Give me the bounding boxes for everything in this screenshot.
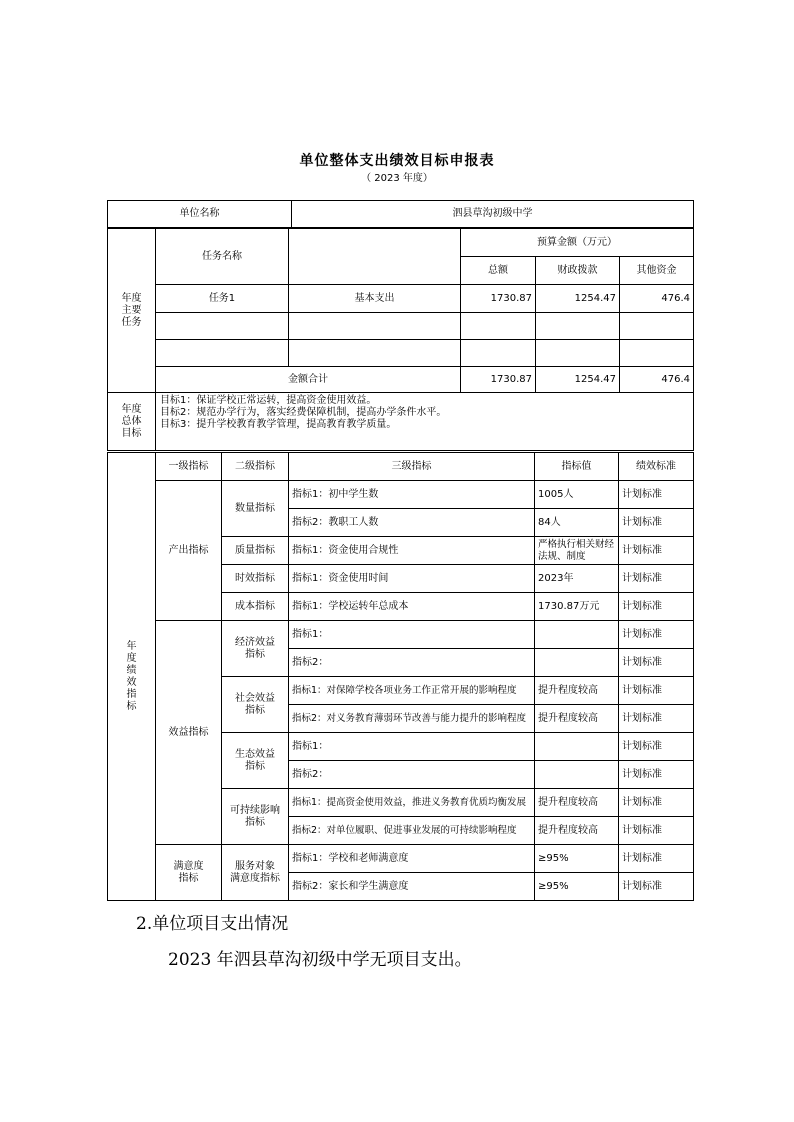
task-total: 1730.87 [461,285,536,313]
economic-indicator-1: 指标1： [289,621,535,649]
task-sum-row [108,367,694,393]
col-other-header: 其他资金 [620,257,694,285]
task-name-header: 任务名称 [156,229,289,285]
quality-indicator-1-value: 严格执行相关财经法规、制度 [535,537,619,565]
social-indicator-label [222,677,289,733]
satisfaction-indicator-2-value: ≥95% [535,873,619,901]
standard-value: 计划标准 [619,621,694,649]
indicator-header-row [108,453,694,481]
quantity-indicator-2: 指标2：教职工人数 [289,509,535,537]
section-heading: 2.单位项目支出情况 [136,914,289,934]
ecological-indicator-2-value [535,761,619,789]
ecological-indicator-label [222,733,289,789]
sum-other: 476.4 [620,367,694,393]
timeliness-indicator-1: 指标1：资金使用时间 [289,565,535,593]
task-content: 基本支出 [289,285,461,313]
task-row-empty [108,340,694,367]
social-indicator-2-value: 提升程度较高 [535,705,619,733]
output-indicator-label: 产出指标 [156,481,222,621]
cost-indicator-label: 成本指标 [222,593,289,621]
goal-2: 目标2：规范办学行为，落实经费保障机制，提高办学条件水平。 [160,407,447,418]
col-total-header: 总额 [461,257,536,285]
standard-value: 计划标准 [619,509,694,537]
cost-indicator-1: 指标1：学校运转年总成本 [289,593,535,621]
task-fiscal: 1254.47 [536,285,620,313]
sustainable-indicator-label [222,789,289,845]
annual-tasks-label [108,229,156,393]
satisfaction-indicator-2: 指标2：家长和学生满意度 [289,873,535,901]
standard-value: 计划标准 [619,537,694,565]
task-table [107,228,694,451]
goal-1: 目标1：保证学校正常运转，提高资金使用效益。 [160,395,377,406]
standard-value: 计划标准 [619,593,694,621]
quantity-indicator-1-value: 1005人 [535,481,619,509]
performance-target-table [107,200,694,228]
ecological-indicator-label-text: 生态效益 指标 [235,748,275,772]
unit-name-label: 单位名称 [108,201,292,228]
budget-header: 预算金额（万元） [461,229,694,257]
ecological-indicator-1: 指标1： [289,733,535,761]
quantity-indicator-label: 数量指标 [222,481,289,537]
unit-name-value: 泗县草沟初级中学 [292,201,694,228]
standard-value: 计划标准 [619,789,694,817]
standard-value: 计划标准 [619,649,694,677]
quality-indicator-label: 质量指标 [222,537,289,565]
sustainable-indicator-1: 指标1：提高资金使用效益，推进义务教育优质均衡发展 [289,789,535,817]
quantity-indicator-2-value: 84人 [535,509,619,537]
standard-value: 计划标准 [619,677,694,705]
standard-value: 计划标准 [619,705,694,733]
task-row-empty [108,313,694,340]
quantity-indicator-1: 指标1：初中学生数 [289,481,535,509]
goal-3: 目标3：提升学校教育教学管理，提高教育教学质量。 [160,419,397,430]
cost-indicator-1-value: 1730.87万元 [535,593,619,621]
economic-indicator-label [222,621,289,677]
economic-indicator-2: 指标2： [289,649,535,677]
task-name: 任务1 [156,285,289,313]
annual-performance-label [108,453,156,901]
standard-value: 计划标准 [619,845,694,873]
task-content-header-empty [289,229,461,285]
form-title: 单位整体支出绩效目标申报表 [299,153,495,169]
annual-performance-label-text: 年 度 绩 效 指 标 [126,640,137,712]
ecological-indicator-1-value [535,733,619,761]
ecological-indicator-2: 指标2： [289,761,535,789]
standard-value: 计划标准 [619,565,694,593]
standard-value: 计划标准 [619,733,694,761]
social-indicator-label-text: 社会效益 指标 [235,692,275,716]
task-row [108,285,694,313]
timeliness-indicator-1-value: 2023年 [535,565,619,593]
social-indicator-2: 指标2：对义务教育薄弱环节改善与能力提升的影响程度 [289,705,535,733]
standard-value: 计划标准 [619,481,694,509]
economic-indicator-label-text: 经济效益 指标 [235,636,275,660]
quality-indicator-1: 指标1：资金使用合规性 [289,537,535,565]
unit-row [108,201,694,228]
annual-goals-label [108,393,156,451]
service-satisfaction-label [222,845,289,901]
col-fiscal-header: 财政拨款 [536,257,620,285]
value-header: 指标值 [535,453,619,481]
standard-header: 绩效标准 [619,453,694,481]
satisfaction-indicator-1: 指标1：学校和老师满意度 [289,845,535,873]
standard-value: 计划标准 [619,873,694,901]
form-year: （ 2023 年度） [361,173,433,184]
level2-header: 二级指标 [222,453,289,481]
goals-row [108,393,694,451]
task-other: 476.4 [620,285,694,313]
service-satisfaction-label-text: 服务对象 满意度指标 [230,860,280,884]
annual-goals [156,393,694,451]
standard-value: 计划标准 [619,761,694,789]
benefit-indicator-label: 效益指标 [156,621,222,845]
social-indicator-1: 指标1：对保障学校各项业务工作正常开展的影响程度 [289,677,535,705]
level3-header: 三级指标 [289,453,535,481]
timeliness-indicator-label: 时效指标 [222,565,289,593]
satisfaction-indicator-label-text: 满意度 指标 [173,860,204,884]
sum-fiscal: 1254.47 [536,367,620,393]
sustainable-indicator-2: 指标2：对单位履职、促进事业发展的可持续影响程度 [289,817,535,845]
annual-tasks-label-text: 年度 主要 任务 [121,292,142,328]
economic-indicator-1-value [535,621,619,649]
sustainable-indicator-1-value: 提升程度较高 [535,789,619,817]
standard-value: 计划标准 [619,817,694,845]
social-indicator-1-value: 提升程度较高 [535,677,619,705]
satisfaction-indicator-1-value: ≥95% [535,845,619,873]
indicator-table [107,452,694,901]
level1-header: 一级指标 [156,453,222,481]
annual-goals-label-text: 年度 总体 目标 [121,403,142,439]
satisfaction-indicator-label [156,845,222,901]
sustainable-indicator-label-text: 可持续影响 指标 [230,804,280,828]
sustainable-indicator-2-value: 提升程度较高 [535,817,619,845]
section-body: 2023 年泗县草沟初级中学无项目支出。 [168,950,472,970]
sum-label: 金额合计 [156,367,461,393]
sum-total: 1730.87 [461,367,536,393]
economic-indicator-2-value [535,649,619,677]
